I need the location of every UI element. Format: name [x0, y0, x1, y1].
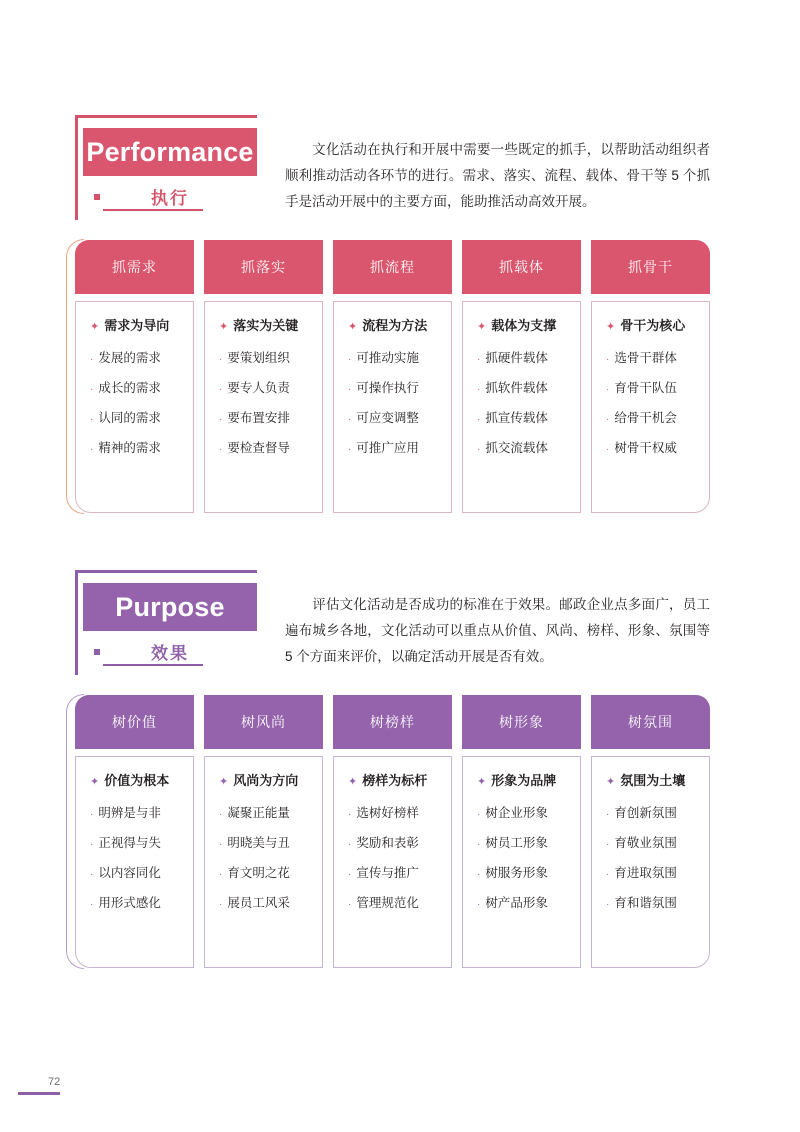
list-item [205, 867, 322, 880]
list-item-label: 要检查督导 [227, 441, 290, 455]
list-item-label: 用形式感化 [98, 896, 161, 910]
dot-bullet-icon: · [348, 444, 352, 455]
list-item-label: 可应变调整 [356, 411, 419, 425]
list-item [463, 807, 580, 820]
dot-bullet-icon: · [348, 899, 352, 910]
column-header: 抓落实 [204, 240, 323, 294]
list-item [463, 897, 580, 910]
dot-bullet-icon: · [477, 809, 481, 820]
column-body [591, 756, 710, 968]
list-item-label: 奖励和表彰 [356, 836, 419, 850]
list-item-label: 可操作执行 [356, 381, 419, 395]
dot-bullet-icon: · [90, 444, 94, 455]
dot-bullet-icon: · [90, 354, 94, 365]
list-item [76, 837, 193, 850]
page-number: 72 [48, 1076, 61, 1088]
table-column [591, 695, 710, 968]
dot-bullet-icon: · [219, 414, 223, 425]
table-column [462, 240, 581, 513]
list-item [592, 867, 709, 880]
list-item [76, 897, 193, 910]
column-body [75, 756, 194, 968]
column-body [204, 301, 323, 513]
badge-title: Performance [86, 136, 254, 167]
column-body [333, 756, 452, 968]
list-item [463, 867, 580, 880]
list-item-label: 要专人负责 [227, 381, 290, 395]
dot-bullet-icon: · [606, 384, 610, 395]
list-item-label: 载体为支撑 [491, 318, 557, 333]
list-item [76, 412, 193, 425]
dot-bullet-icon: · [477, 354, 481, 365]
list-item-label: 氛围为土壤 [620, 773, 686, 788]
list-item-label: 以内容同化 [98, 866, 161, 880]
badge-subtitle-box [83, 638, 257, 664]
column-header: 树榜样 [333, 695, 452, 749]
dot-bullet-icon: · [348, 869, 352, 880]
dot-bullet-icon: · [219, 384, 223, 395]
dot-bullet-icon: · [219, 444, 223, 455]
diamond-bullet-icon: ✦ [348, 776, 358, 788]
column-body [462, 756, 581, 968]
diamond-bullet-icon: ✦ [606, 321, 616, 333]
list-item-label: 树员工形象 [485, 836, 548, 850]
column-header: 树风尚 [204, 695, 323, 749]
list-item [205, 319, 322, 333]
dot-bullet-icon: · [606, 839, 610, 850]
list-item [463, 352, 580, 365]
intro-text: 评估文化活动是否成功的标准在于效果。邮政企业点多面广，员工遍布城乡各地，文化活动可以重点从价值、风尚、榜样、形象、氛围等 5 个方面来评价，以确定活动开展是否有效。 [285, 597, 710, 664]
dot-bullet-icon: · [606, 444, 610, 455]
list-item-label: 育骨干队伍 [614, 381, 677, 395]
list-item [592, 442, 709, 455]
dot-bullet-icon: · [477, 869, 481, 880]
dot-bullet-icon: · [477, 899, 481, 910]
list-item [205, 382, 322, 395]
list-item [205, 897, 322, 910]
dot-bullet-icon: · [477, 839, 481, 850]
list-item-label: 流程为方法 [362, 318, 428, 333]
dot-bullet-icon: · [348, 354, 352, 365]
list-item [334, 319, 451, 333]
list-item-label: 育和谐氛围 [614, 896, 677, 910]
table-column [75, 240, 194, 513]
list-item-label: 抓硬件载体 [485, 351, 548, 365]
dot-bullet-icon: · [606, 809, 610, 820]
list-item-label: 落实为关键 [233, 318, 299, 333]
list-item-label: 可推动实施 [356, 351, 419, 365]
list-item [76, 319, 193, 333]
column-body [75, 301, 194, 513]
table-column [591, 240, 710, 513]
list-item-label: 形象为品牌 [491, 773, 557, 788]
list-item-label: 树服务形象 [485, 866, 548, 880]
dot-bullet-icon: · [219, 354, 223, 365]
dot-bullet-icon: · [90, 414, 94, 425]
list-item [463, 412, 580, 425]
footer-rule [18, 1092, 60, 1095]
list-item [205, 807, 322, 820]
list-item [334, 774, 451, 788]
intro-text: 文化活动在执行和开展中需要一些既定的抓手，以帮助活动组织者顺利推动活动各环节的进行。需求、落实、流程、载体、骨干等 5 个抓手是活动开展中的主要方面，能助推活动高效开展。 [285, 142, 710, 209]
diamond-bullet-icon: ✦ [477, 321, 487, 333]
diamond-bullet-icon: ✦ [606, 776, 616, 788]
list-item [334, 412, 451, 425]
dot-bullet-icon: · [348, 809, 352, 820]
dot-bullet-icon: · [606, 899, 610, 910]
dot-bullet-icon: · [90, 839, 94, 850]
list-item [334, 807, 451, 820]
dot-bullet-icon: · [219, 899, 223, 910]
list-item [76, 774, 193, 788]
column-header: 抓载体 [462, 240, 581, 294]
list-item [463, 774, 580, 788]
list-item-label: 要策划组织 [227, 351, 290, 365]
list-item-label: 价值为根本 [104, 773, 170, 788]
badge-underline [103, 209, 203, 211]
list-item-label: 育创新氛围 [614, 806, 677, 820]
list-item [592, 807, 709, 820]
list-item [334, 867, 451, 880]
list-item-label: 精神的需求 [98, 441, 161, 455]
list-item [76, 382, 193, 395]
badge-title: Purpose [115, 591, 225, 622]
table-column [462, 695, 581, 968]
dot-bullet-icon: · [606, 869, 610, 880]
list-item-label: 树企业形象 [485, 806, 548, 820]
badge-title-box [83, 583, 257, 631]
diamond-bullet-icon: ✦ [477, 776, 487, 788]
list-item-label: 树骨干权威 [614, 441, 677, 455]
badge-subtitle: 效果 [151, 643, 189, 663]
list-item-label: 凝聚正能量 [227, 806, 290, 820]
badge-title-box [83, 128, 257, 176]
column-header: 抓流程 [333, 240, 452, 294]
list-item [76, 867, 193, 880]
dot-bullet-icon: · [90, 869, 94, 880]
list-item-label: 选树好榜样 [356, 806, 419, 820]
list-item-label: 成长的需求 [98, 381, 161, 395]
list-item-label: 正视得与失 [98, 836, 161, 850]
diamond-bullet-icon: ✦ [90, 321, 100, 333]
section-intro-purpose [285, 592, 710, 670]
list-item [463, 442, 580, 455]
matrix-table-purpose [75, 695, 710, 968]
list-item [592, 897, 709, 910]
section-badge-performance [75, 115, 257, 220]
list-item-label: 榜样为标杆 [362, 773, 428, 788]
badge-left-rule [75, 570, 78, 675]
diamond-bullet-icon: ✦ [90, 776, 100, 788]
badge-underline [103, 664, 203, 666]
dot-bullet-icon: · [348, 384, 352, 395]
table-column [204, 695, 323, 968]
column-body [333, 301, 452, 513]
dot-bullet-icon: · [477, 414, 481, 425]
list-item-label: 管理规范化 [356, 896, 419, 910]
list-item [463, 319, 580, 333]
column-body [204, 756, 323, 968]
diamond-bullet-icon: ✦ [219, 776, 229, 788]
list-item [76, 352, 193, 365]
badge-left-rule [75, 115, 78, 220]
column-header: 树价值 [75, 695, 194, 749]
table-column [333, 240, 452, 513]
list-item [205, 412, 322, 425]
list-item [592, 382, 709, 395]
list-item-label: 风尚为方向 [233, 773, 299, 788]
list-item-label: 明辨是与非 [98, 806, 161, 820]
list-item [592, 837, 709, 850]
list-item-label: 抓宣传载体 [485, 411, 548, 425]
diamond-bullet-icon: ✦ [348, 321, 358, 333]
section-badge-purpose [75, 570, 257, 675]
list-item-label: 要布置安排 [227, 411, 290, 425]
matrix-table-performance [75, 240, 710, 513]
list-item-label: 发展的需求 [98, 351, 161, 365]
column-header: 树氛围 [591, 695, 710, 749]
list-item-label: 可推广应用 [356, 441, 419, 455]
table-column [75, 695, 194, 968]
list-item [592, 774, 709, 788]
badge-subtitle-box [83, 183, 257, 209]
list-item-label: 树产品形象 [485, 896, 548, 910]
list-item [463, 837, 580, 850]
list-item-label: 认同的需求 [98, 411, 161, 425]
list-item [463, 382, 580, 395]
column-header: 抓骨干 [591, 240, 710, 294]
list-item-label: 骨干为核心 [620, 318, 686, 333]
dot-bullet-icon: · [477, 384, 481, 395]
column-body [591, 301, 710, 513]
list-item-label: 宣传与推广 [356, 866, 419, 880]
dot-bullet-icon: · [348, 839, 352, 850]
list-item [592, 352, 709, 365]
list-item-label: 需求为导向 [104, 318, 170, 333]
list-item [592, 412, 709, 425]
list-item-label: 展员工风采 [227, 896, 290, 910]
list-item-label: 抓交流载体 [485, 441, 548, 455]
list-item [205, 352, 322, 365]
list-item [334, 382, 451, 395]
list-item [76, 807, 193, 820]
section-intro-performance [285, 137, 710, 215]
list-item [334, 442, 451, 455]
list-item [205, 442, 322, 455]
badge-top-rule [75, 570, 257, 573]
list-item-label: 给骨干机会 [614, 411, 677, 425]
list-item-label: 抓软件载体 [485, 381, 548, 395]
list-item-label: 育敬业氛围 [614, 836, 677, 850]
list-item [76, 442, 193, 455]
table-column [333, 695, 452, 968]
column-header: 树形象 [462, 695, 581, 749]
dot-bullet-icon: · [219, 839, 223, 850]
list-item [334, 897, 451, 910]
list-item [205, 837, 322, 850]
list-item-label: 选骨干群体 [614, 351, 677, 365]
dot-bullet-icon: · [90, 899, 94, 910]
dot-bullet-icon: · [477, 444, 481, 455]
table-column [204, 240, 323, 513]
list-item-label: 明晓美与丑 [227, 836, 290, 850]
dot-bullet-icon: · [219, 809, 223, 820]
badge-subtitle: 执行 [151, 188, 189, 208]
list-item [334, 352, 451, 365]
dot-bullet-icon: · [606, 414, 610, 425]
list-item [334, 837, 451, 850]
dot-bullet-icon: · [90, 809, 94, 820]
column-header: 抓需求 [75, 240, 194, 294]
list-item [205, 774, 322, 788]
dot-bullet-icon: · [348, 414, 352, 425]
list-item-label: 育文明之花 [227, 866, 290, 880]
dot-bullet-icon: · [219, 869, 223, 880]
dot-bullet-icon: · [90, 384, 94, 395]
list-item-label: 育进取氛围 [614, 866, 677, 880]
dot-bullet-icon: · [606, 354, 610, 365]
list-item [592, 319, 709, 333]
column-body [462, 301, 581, 513]
diamond-bullet-icon: ✦ [219, 321, 229, 333]
badge-top-rule [75, 115, 257, 118]
